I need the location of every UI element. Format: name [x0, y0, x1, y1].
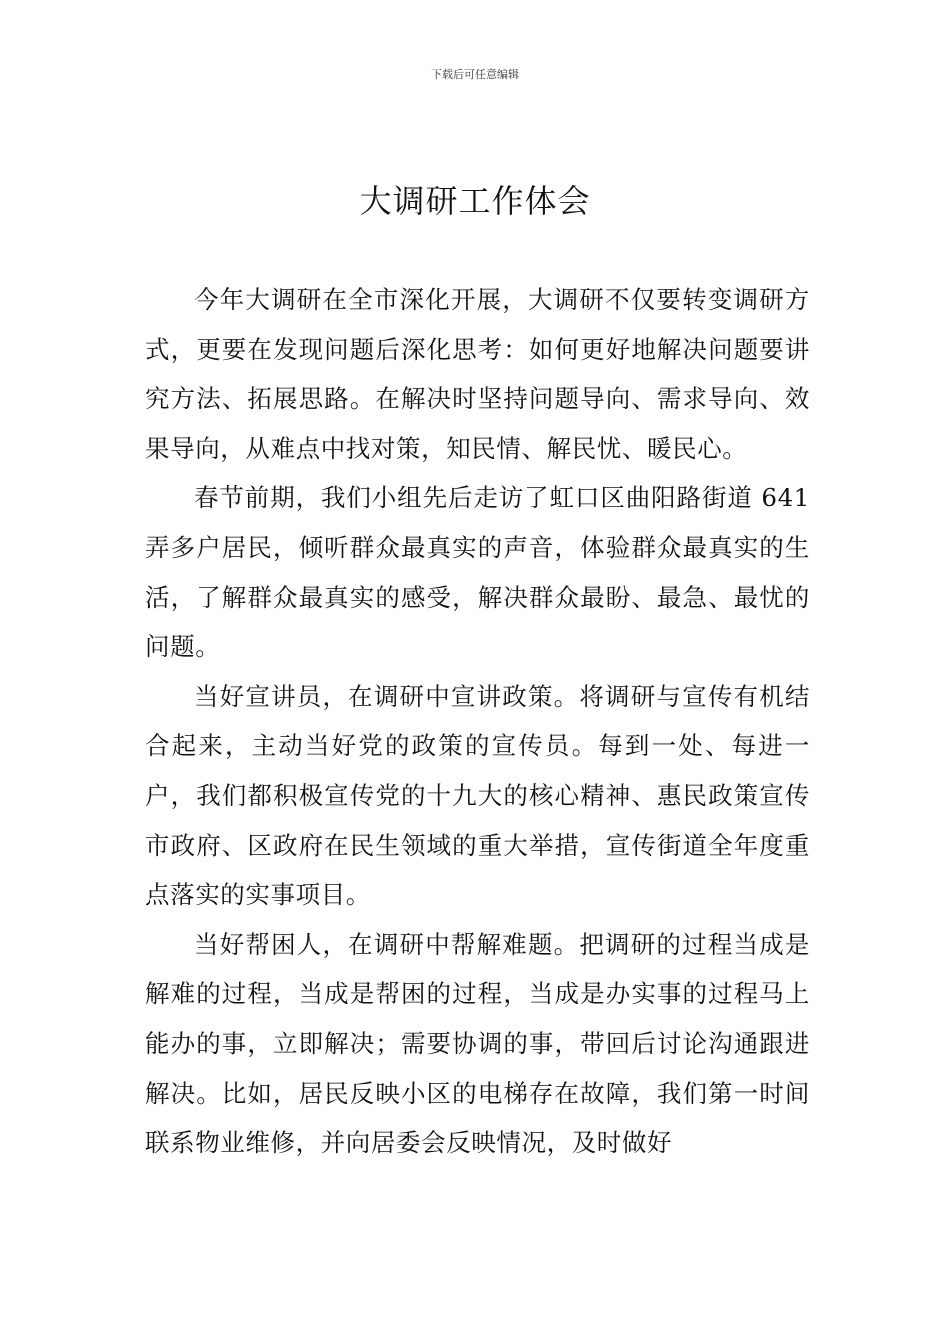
document-title: 大调研工作体会	[359, 182, 591, 220]
document-body	[145, 275, 810, 1168]
paragraph-3: 当好宣讲员，在调研中宣讲政策。将调研与宣传有机结合起来，主动当好党的政策的宣传员。每到一处、每进一户，我们都积极宣传党的十九大的核心精神、惠民政策宣传市政府、区政府在民生领域的重大举措，宣传街道全年度重点落实的实事项目。	[145, 681, 810, 910]
header-note: 下载后可任意编辑	[431, 68, 519, 81]
paragraph-2: 春节前期，我们小组先后走访了虹口区曲阳路街道 641弄多户居民，倾听群众最真实的声音，体验群众最真实的生活，了解群众最真实的感受，解决群众最盼、最急、最忧的问题。	[145, 483, 810, 662]
paragraph-1: 今年大调研在全市深化开展，大调研不仅要转变调研方式，更要在发现问题后深化思考：如何更好地解决问题要讲究方法、拓展思路。在解决时坚持问题导向、需求导向、效果导向，从难点中找对策，知民情、解民忧、暖民心。	[145, 285, 810, 463]
paragraph-4: 当好帮困人，在调研中帮解难题。把调研的过程当成是解难的过程，当成是帮困的过程，当成是办实事的过程马上能办的事，立即解决；需要协调的事，带回后讨论沟通跟进解决。比如，居民反映小区的电梯存在故障，我们第一时间联系物业维修，并向居委会反映情况，及时做好	[145, 929, 810, 1158]
